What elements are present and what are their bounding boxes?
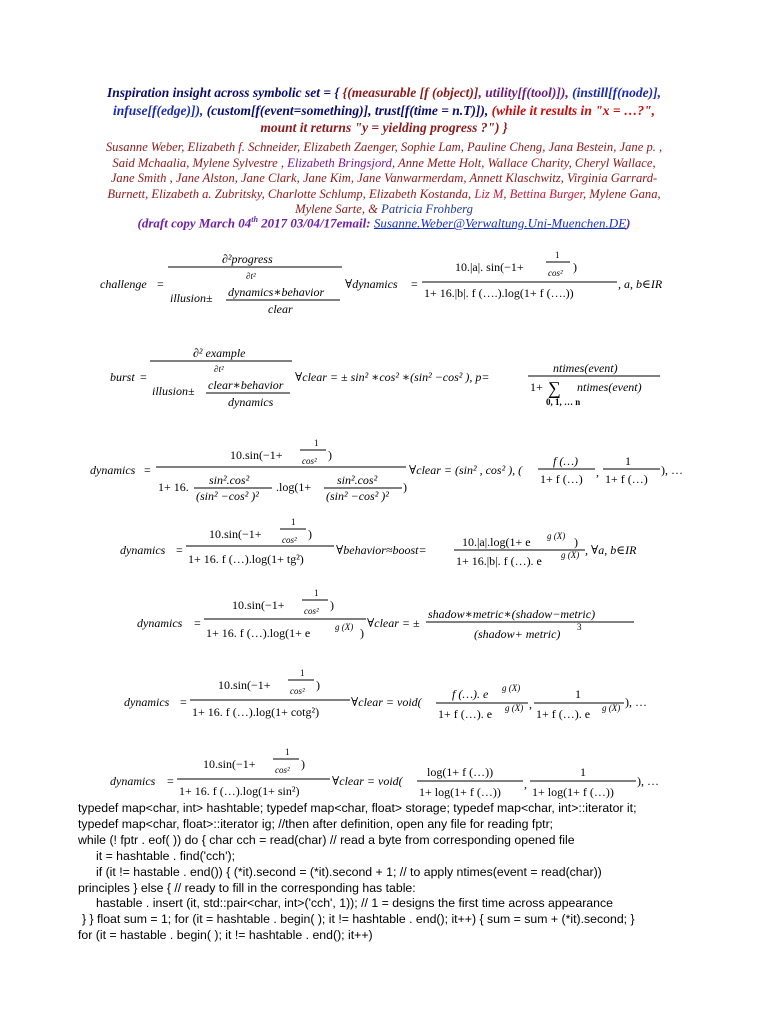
eq-den: .log(1+: [276, 480, 312, 494]
equals-sign: =: [411, 277, 418, 291]
code-line: it = hashtable . find('cch');: [96, 848, 236, 863]
eq-den: sin².cos²: [209, 473, 250, 487]
equation-4: [120, 517, 637, 568]
eq-num: ): [573, 260, 577, 274]
draft-text: (draft copy March 04: [137, 215, 252, 231]
eq-mid: ∀clear = (sin² , cos² ), (: [409, 463, 523, 477]
title-part: infuse[f(edge)]),: [112, 102, 207, 118]
author-name: Elizabeth Bringsjord: [287, 155, 392, 170]
eq-inner-den: clear: [268, 302, 293, 316]
eq-lhs: dynamics: [110, 774, 156, 788]
eq-num: log(1+ f (…)): [427, 765, 494, 779]
equals-sign: =: [140, 370, 147, 384]
eq-den: ∂t²: [214, 364, 224, 374]
draft-text: ): [626, 215, 631, 231]
eq-den: 1+ f (…). e: [438, 707, 493, 721]
eq-lhs: dynamics: [124, 695, 170, 709]
eq-mid: ∀clear = ±: [367, 616, 420, 630]
code-line: } } float sum = 1; for (it = hashtable . begin( ); it != hashtable . end(); it++) { sum = sum + (*it).second; }: [82, 912, 635, 927]
eq-den: ): [360, 626, 364, 640]
eq-den: 1+ f (…): [605, 472, 648, 486]
eq-num: ∂²progress: [222, 252, 273, 266]
eq-num: ): [308, 527, 312, 541]
eq-inner-num: clear∗behavior: [208, 378, 284, 392]
eq-den: 1+: [530, 380, 543, 394]
eq-num: 1: [575, 687, 581, 701]
eq-lhs: dynamics: [90, 463, 136, 477]
eq-den: 1+ 16.|b|. f (…). e: [456, 554, 542, 568]
code-line: principles } else { // ready to fill in the corresponding has table:: [78, 880, 416, 895]
eq-num: ): [330, 598, 334, 612]
eq-lhs: challenge: [100, 277, 147, 291]
eq-num: 1: [314, 588, 319, 598]
eq-comma: ,: [529, 697, 532, 711]
eq-den: ): [403, 480, 407, 494]
code-line: if (it != hastable . end()) { (*it).second = (*it).second + 1; // to apply ntimes(event = read(char)): [96, 864, 602, 879]
eq-den: 1+ log(1+ f (…)): [419, 785, 501, 799]
eq-tail: ), …: [637, 774, 659, 788]
equation-2: [110, 346, 660, 409]
draft-sup: th: [251, 215, 258, 224]
eq-den: 1+ 16.|b|. f (….).log(1+ f (….)): [424, 286, 574, 300]
eq-sup: 3: [577, 622, 582, 632]
eq-tail: ), …: [625, 695, 647, 709]
eq-inner-den: dynamics: [228, 395, 274, 409]
equation-3: [90, 438, 683, 503]
title-part: , utility[f(tool)]),: [478, 85, 573, 100]
author-sep: ,: [503, 186, 510, 201]
eq-num: 10.sin(−1+: [203, 757, 256, 771]
eq-den: 1+ f (…). e: [536, 707, 591, 721]
eq-lhs: burst: [110, 370, 135, 384]
eq-quantifier: ∀dynamics: [345, 277, 398, 291]
eq-comma: ,: [524, 777, 527, 791]
eq-mid: ∀behavior≈boost=: [336, 543, 427, 557]
equals-sign: =: [144, 463, 151, 477]
eq-sup: g (X): [502, 683, 521, 693]
eq-num: cos²: [548, 268, 563, 278]
eq-den: (sin² −cos² )²: [326, 489, 389, 503]
eq-num: f (…): [553, 454, 578, 468]
title-part: mount it returns "y = yielding progress ?") }: [260, 120, 508, 135]
equation-7: [110, 747, 659, 799]
eq-den: sin².cos²: [337, 473, 378, 487]
eq-den: (shadow+ metric): [474, 627, 561, 641]
author-line: Susanne Weber, Elizabeth f. Schneider, Elizabeth Zaenger, Sophie Lam, Pauline Cheng, Jana Bestein, Jane p. ,: [105, 140, 663, 154]
eq-den: ∂t²: [246, 271, 256, 281]
equals-sign: =: [180, 695, 187, 709]
eq-den: 1+ 16. f (…).log(1+ cotg²): [192, 705, 320, 719]
eq-den: (sin² −cos² )²: [196, 489, 259, 503]
author-line: Mylene Sarte, &: [295, 202, 382, 217]
eq-num: ∂² example: [193, 346, 246, 360]
equals-sign: =: [194, 616, 201, 630]
eq-sup: g (X): [335, 622, 354, 632]
eq-lhs: dynamics: [137, 616, 183, 630]
email-link[interactable]: Susanne.Weber@Verwaltung.Uni-Muenchen.DE: [373, 215, 627, 231]
eq-num: ): [301, 757, 305, 771]
equals-sign: =: [167, 774, 174, 788]
code-listing: [78, 801, 698, 944]
eq-num: cos²: [290, 686, 305, 696]
eq-num: shadow∗metric∗(shadow−metric): [428, 607, 596, 621]
equation-6: [124, 668, 647, 721]
eq-num: ): [574, 535, 578, 549]
equation-1: [100, 250, 663, 316]
eq-num: 1: [291, 517, 296, 527]
eq-num: 1: [314, 438, 319, 448]
eq-mid: ∀clear = void(: [351, 695, 422, 709]
eq-lhs: dynamics: [120, 543, 166, 557]
eq-den: illusion±: [170, 291, 213, 305]
eq-sup: g (X): [547, 531, 566, 541]
eq-num: cos²: [275, 765, 290, 775]
eq-den: 1+ 16. f (…).log(1+ e: [206, 626, 311, 640]
eq-num: 1: [300, 668, 305, 678]
eq-den: 1+ f (…): [540, 472, 583, 486]
eq-mid: ∀clear = ± sin² ∗cos² ∗(sin² −cos² ), p=: [295, 370, 490, 384]
title-part: (instill[f(node)],: [572, 85, 662, 100]
eq-num: 10.|a|. sin(−1+: [455, 260, 524, 274]
eq-num: 10.|a|.log(1+ e: [462, 535, 531, 549]
eq-den: illusion±: [152, 384, 195, 398]
eq-num: 1: [555, 250, 560, 260]
author-line: , Mylene Gana,: [583, 186, 661, 201]
eq-tail: ), …: [661, 463, 683, 477]
eq-den: 1+ 16. f (…).log(1+ tg²): [188, 552, 304, 566]
code-line: hastable . insert (it, std::pair<char, int>('cch', 1)); // 1 = designs the first time across appearance: [96, 896, 613, 911]
eq-tail: , ∀a, b∈IR: [585, 543, 637, 557]
eq-num: ): [316, 678, 320, 692]
author-line: Said Mchaalia, Mylene Sylvestre ,: [112, 155, 288, 170]
title-part: {(measurable [f (object)]: [342, 85, 479, 100]
eq-sup: g (X): [561, 550, 580, 560]
title-part: (while it results in "x = …?",: [491, 102, 656, 118]
draft-text: 2017 03/04/17email:: [257, 215, 374, 231]
author-name: Bettina Burger: [509, 186, 583, 201]
eq-den: 1+ 16. f (…).log(1+ sin²): [179, 784, 300, 798]
sigma-sign: ∑: [548, 378, 561, 398]
equals-sign: =: [157, 277, 164, 291]
eq-den: ntimes(event): [577, 380, 642, 394]
eq-num: 1: [625, 454, 631, 468]
eq-num: cos²: [282, 535, 297, 545]
eq-sup: g (X): [505, 703, 524, 713]
author-line: , Anne Mette Holt, Wallace Charity, Cheryl Wallace,: [391, 155, 656, 170]
eq-num: 10.sin(−1+: [232, 598, 285, 612]
equals-sign: =: [176, 543, 183, 557]
eq-num: 10.sin(−1+: [218, 678, 271, 692]
code-line: typedef map<char, int> hashtable; typedef map<char, float> storage; typedef map<char, int>::iterator it;: [78, 801, 637, 815]
author-name: Liz M: [474, 186, 504, 201]
eq-comma: ,: [596, 465, 599, 479]
eq-num: ): [328, 448, 332, 462]
sum-subscript: 0, 1, … n: [546, 397, 581, 407]
author-name: Patricia Frohberg: [381, 202, 473, 217]
equation-5: [137, 588, 634, 641]
code-line: typedef map<char, float>::iterator ig; //then after definition, open any file for reading fptr;: [78, 816, 554, 831]
eq-den: 1+ log(1+ f (…)): [532, 785, 614, 799]
title-part: Inspiration insight across symbolic set = {: [106, 85, 343, 100]
author-line: Burnett, Elizabeth a. Zubritsky, Charlotte Schlump, Elizabeth Kostanda,: [107, 186, 475, 201]
eq-num: 1: [580, 765, 586, 779]
eq-mid: ∀clear = void(: [332, 774, 403, 788]
eq-num: 10.sin(−1+: [209, 527, 262, 541]
eq-num: 10.sin(−1+: [230, 448, 283, 462]
eq-sup: g (X): [602, 703, 621, 713]
title-part: (custom[f(event=something)], trust[f(time = n.T)]),: [206, 102, 492, 118]
eq-tail: , a, b∈IR: [618, 277, 663, 291]
eq-num: cos²: [302, 456, 317, 466]
eq-num: f (…). e: [452, 687, 489, 701]
eq-num: cos²: [304, 606, 319, 616]
code-line: for (it = hastable . begin( ); it != hashtable . end(); it++): [78, 928, 373, 943]
eq-num: 1: [285, 747, 290, 757]
author-line: Jane Smith , Jane Alston, Jane Clark, Jane Kim, Jane Vanwarmerdam, Annett Klaschwitz, Virginia Garrard-: [110, 171, 658, 186]
eq-inner-num: dynamics∗behavior: [228, 285, 325, 299]
eq-den: 1+ 16.: [158, 480, 189, 494]
code-line: while (! fptr . eof( )) do { char cch = read(char) // read a byte from corresponding opened file: [78, 832, 575, 847]
eq-num: ntimes(event): [553, 361, 618, 375]
